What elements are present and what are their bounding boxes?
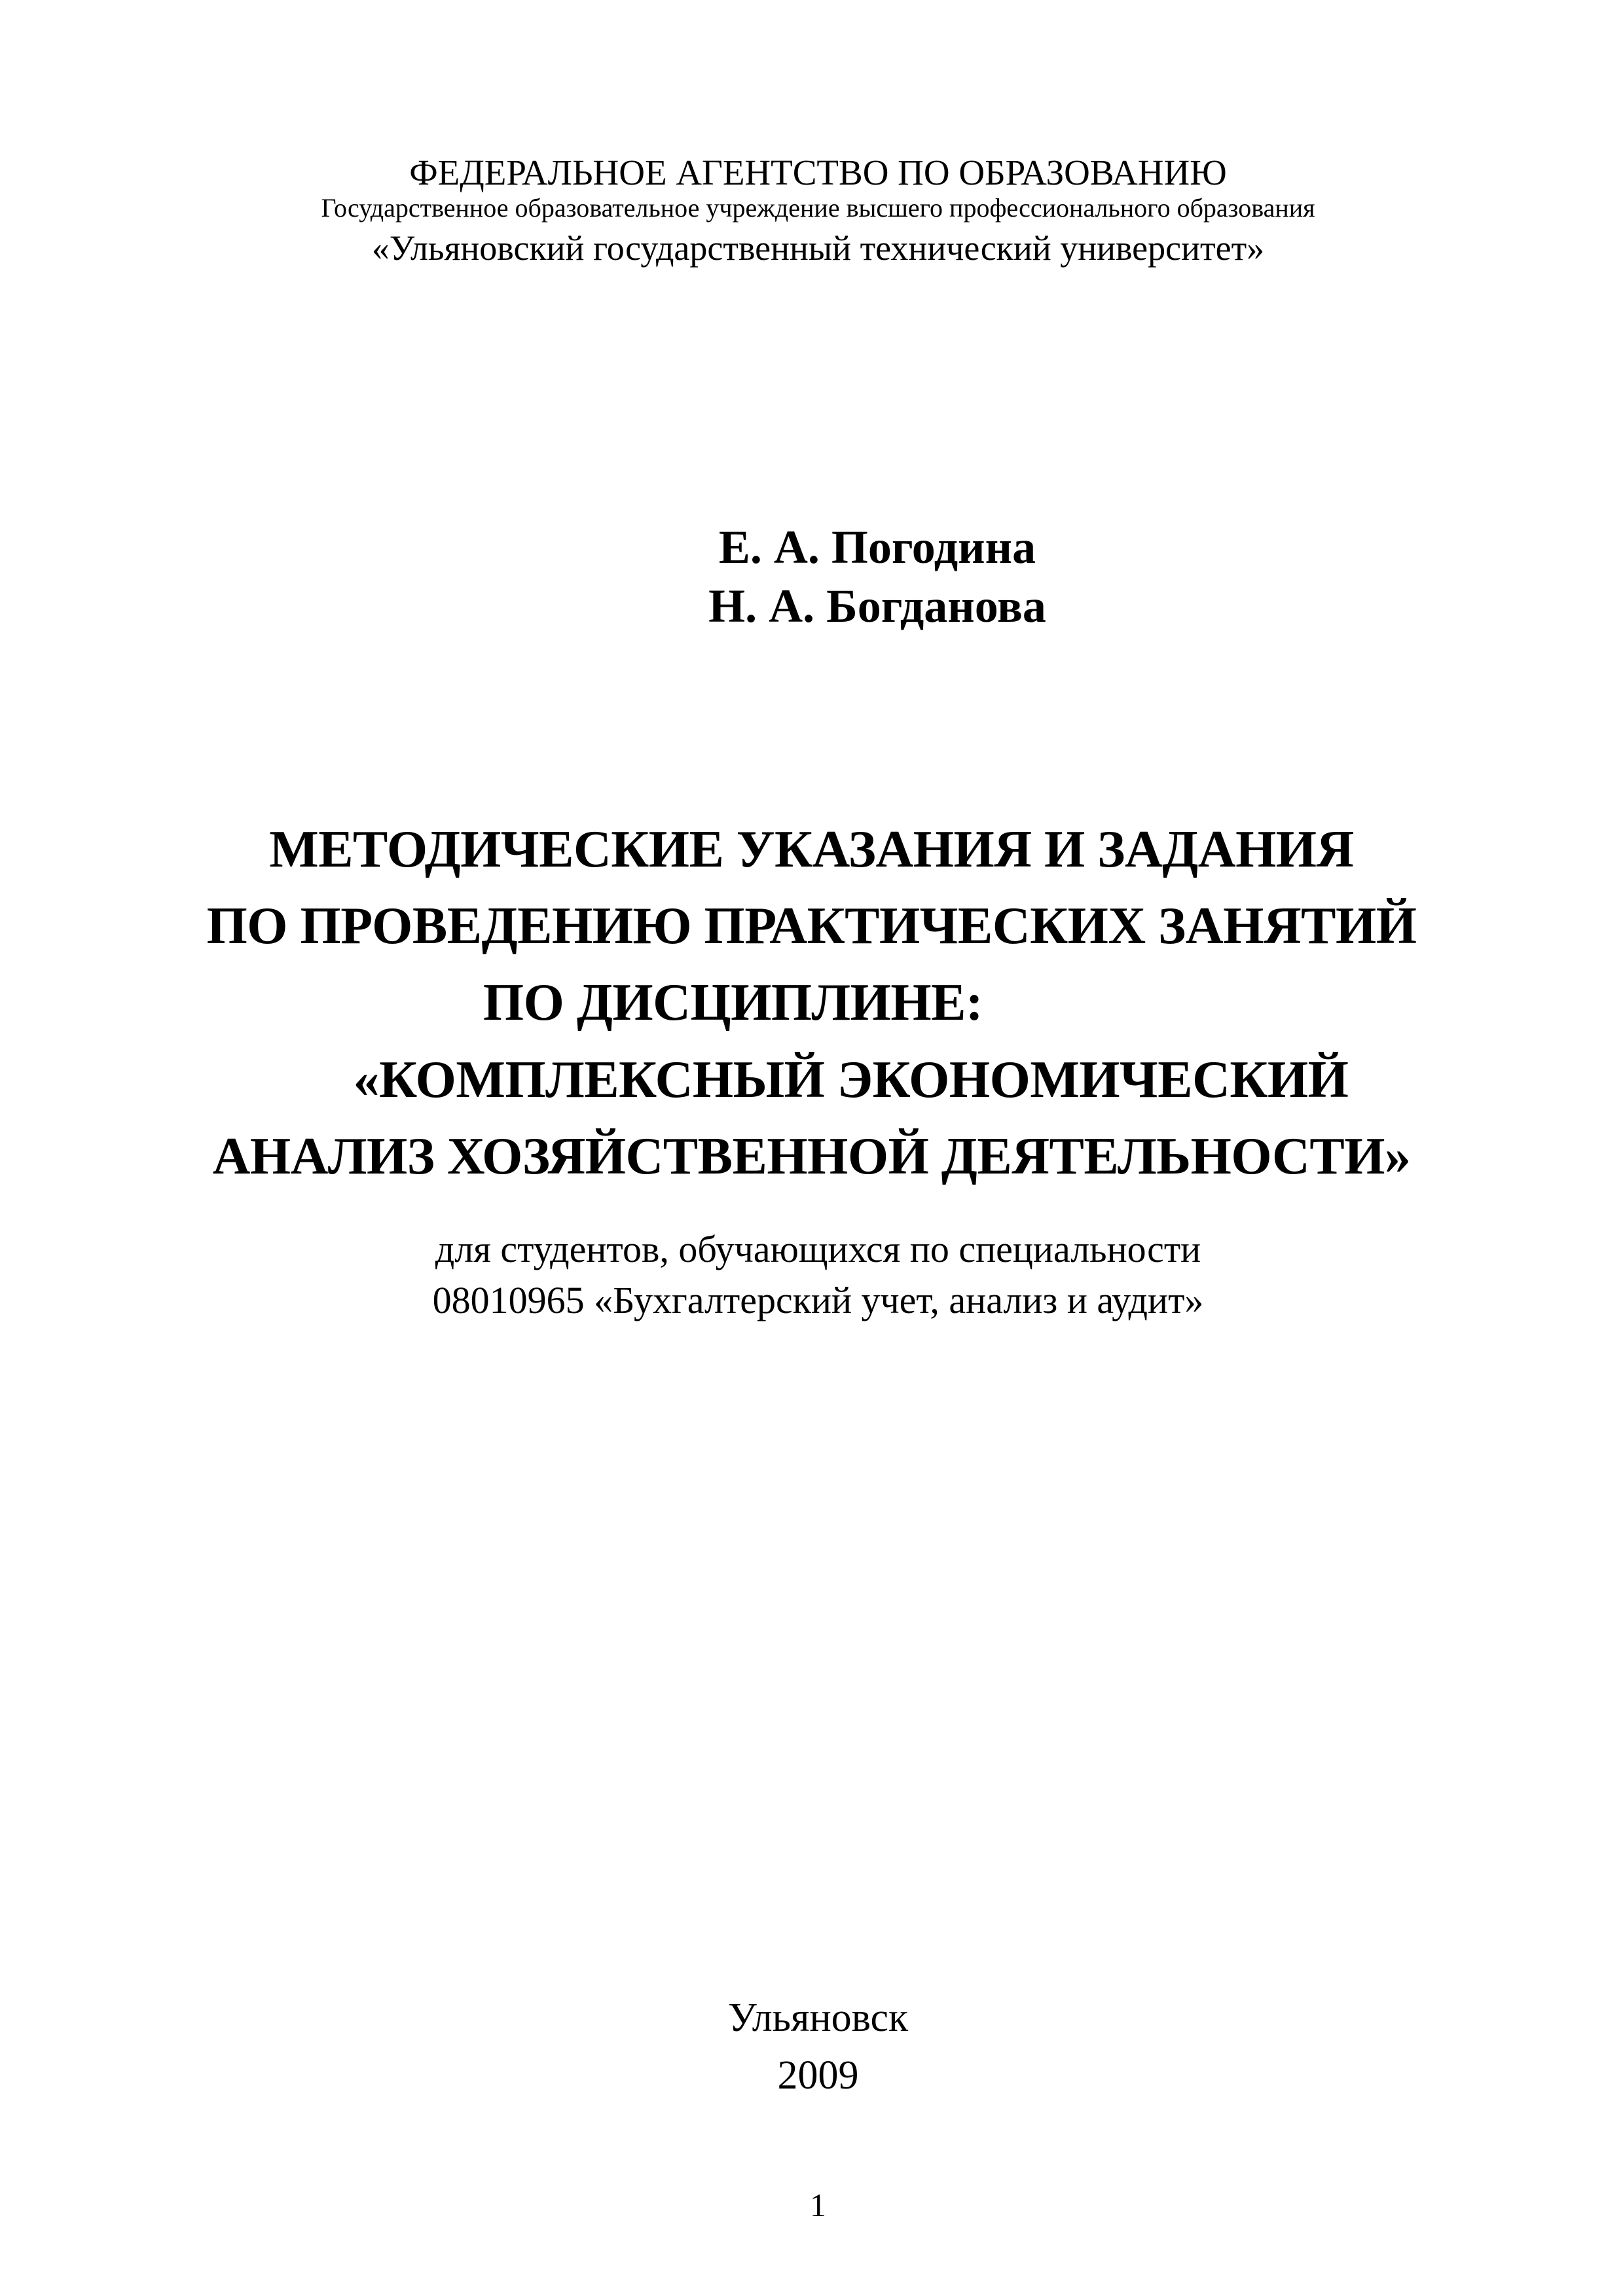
author-name: Н. А. Богданова: [708, 580, 1046, 632]
author-name: Е. А. Погодина: [718, 521, 1036, 573]
document-title-line: МЕТОДИЧЕСКИЕ УКАЗАНИЯ И ЗАДАНИЯ: [269, 821, 1354, 878]
document-title-line: ПО ПРОВЕДЕНИЮ ПРАКТИЧЕСКИХ ЗАНЯТИЙ: [206, 897, 1417, 955]
document-title-line: АНАЛИЗ ХОЗЯЙСТВЕННОЙ ДЕЯТЕЛЬНОСТИ»: [212, 1128, 1411, 1185]
university-name: «Ульяновский государственный технический университет»: [371, 228, 1265, 268]
specialty-line: 08010965 «Бухгалтерский учет, анализ и аудит»: [432, 1279, 1204, 1321]
document-title-line: ПО ДИСЦИПЛИНЕ:: [483, 974, 983, 1031]
institution-type: Государственное образовательное учреждение высшего профессионального образования: [321, 193, 1315, 223]
publication-year: 2009: [777, 2053, 859, 2098]
publication-city: Ульяновск: [727, 1996, 909, 2040]
agency-name: ФЕДЕРАЛЬНОЕ АГЕНТСТВО ПО ОБРАЗОВАНИЮ: [409, 152, 1227, 192]
document-title-line: «КОМПЛЕКСНЫЙ ЭКОНОМИЧЕСКИЙ: [353, 1051, 1349, 1109]
page-number: 1: [810, 2187, 826, 2223]
audience-line: для студентов, обучающихся по специальности: [435, 1228, 1201, 1270]
